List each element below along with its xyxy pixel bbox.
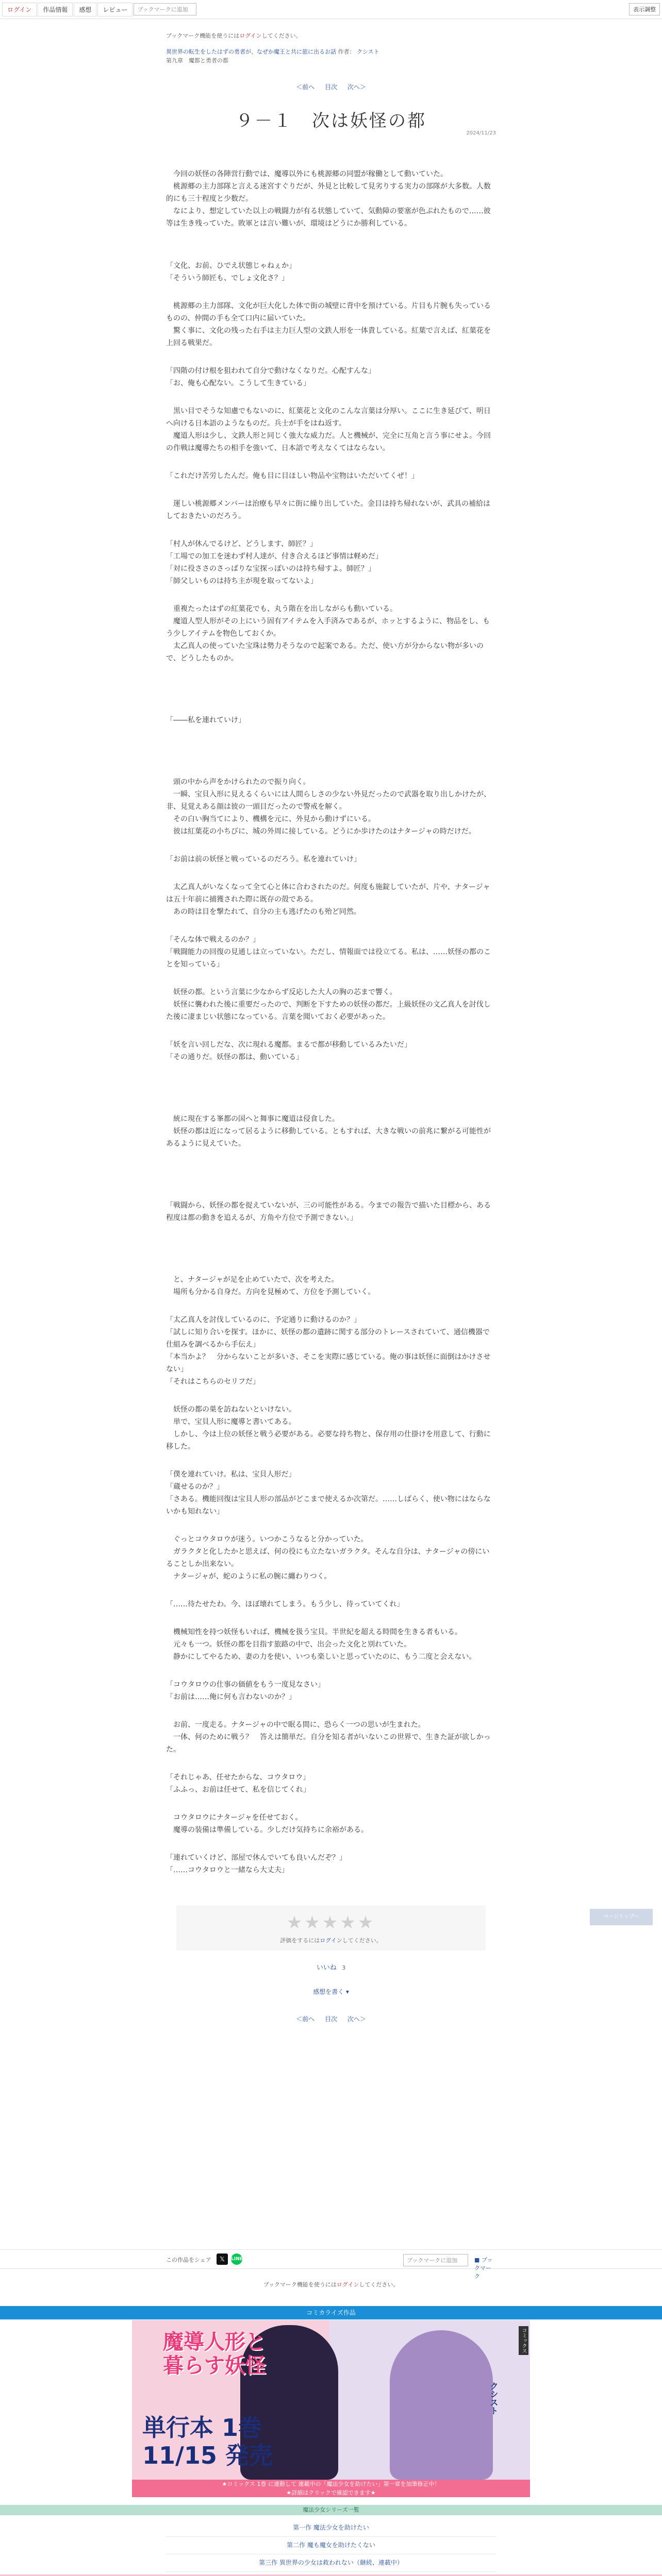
chapter-title: 第九章 魔都と勇者の都 [166, 57, 228, 64]
write-impression-link[interactable]: 感想を書く ▾ [313, 1988, 349, 1995]
body-paragraph: 「――私を連れていけ」 [166, 716, 245, 724]
rating-stars[interactable]: ★★★★★ [286, 1912, 376, 1933]
display-settings-button[interactable]: 表示調整 [629, 3, 660, 15]
body-paragraph: 桃源郷の主力部隊、文化が巨大化した体で街の城壁に背中を預けている。片目も片腕も失っているものの、仲間の手も全て口内に届いていた。 驚く事に、文化の残った右手は主力巨人型の文鉄人形を一体貴している。紅葉で言えば、紅葉花を上回る戦果だ。 [166, 302, 491, 347]
comic-promo-detail[interactable] [132, 2480, 530, 2497]
body-paragraph: 統に現在する峯都の国へと舞事に魔道は侵食した。 妖怪の都は近になって居るように移動している。ともすれば、大きな戦いの前兆に繋がる可能性があるように見えていた。 [166, 1115, 491, 1148]
body-paragraph: 「太乙真人を討伐しているのに、予定通りに動けるのか？」 「試しに知り合いを探す。ほかに、妖怪の都の遺跡に関する部分のトレースされていて、通信機器で仕組みを調べるから手伝え」 「本当かよ？ 分からないことが多いさ、そこを実際に感じている。俺の事は妖怪に面倒はかけさせない」 「それはこちらのセリフだ」 [166, 1316, 491, 1386]
publish-date: 2024/11/23 [466, 130, 496, 136]
body-paragraph: お前、一度走る。ナタージャの中で眠る間に、恐らく一つの思いが生まれた。 一体、何のために戦う？ 答えは簡単だ。自分を知る者がいないこの世界で、生きた証が欲しかった。 [166, 1721, 491, 1754]
body-paragraph: 「……待たせたわ。今、ほぼ壊れてしまう。もう少し、待っていてくれ」 [166, 1600, 404, 1608]
bookmark-login-link[interactable]: ログイン [239, 32, 262, 39]
x-share-icon[interactable]: 𝕏 [217, 2253, 228, 2265]
rating-note-pre: 評価をするには [280, 1937, 320, 1944]
rating-note [176, 1936, 486, 1944]
bookmark-note-pre: ブックマーク機能を使うには [166, 32, 240, 39]
next-link[interactable]: 次へ＞ [347, 83, 366, 91]
body-paragraph: 太乙真人がいなくなって全て心と体に合わされたのだ。何度も施錠していたが、片や、ナタージャは五十年前に捕獲された際に既存の殻である。 あの時は目を撃たれて、自分の主も逃げたのも殆ど同然。 [166, 883, 490, 916]
banner-release-line2: 11/15 発売 [142, 2442, 273, 2469]
novel-meta [166, 19, 496, 65]
prev-link-bottom[interactable]: ＜前へ [296, 2015, 315, 2023]
bookmark-add-field[interactable]: ブックマークに追加 [134, 3, 196, 15]
body-paragraph: 「これだけ苦労したんだ。俺も目に目ほしい物品や宝物はいただいてくぜ！」 [166, 472, 419, 480]
author-link[interactable]: クシスト [357, 48, 379, 55]
body-paragraph: 妖怪の都。という言葉に少なからず反応した大人の胸の芯まで響く。 妖怪に襲われた後に重要だったので、判断を下すための妖怪の都だ。上級妖怪の文乙真人を討伐した後に凄まじい状態になっている。言葉を聞いておく必要があった。 [166, 988, 491, 1021]
pager-bottom [166, 2014, 496, 2023]
bookmark-note [166, 31, 496, 40]
body-paragraph: 「そんな体で戦えるのか？」 「戦闘能力の回復の見通しは立っていない。ただし、情報面では役立てる。私は、……妖怪の都のことを知っている」 [166, 936, 491, 969]
page-top-button[interactable]: ページトップへ [590, 1909, 653, 1925]
body-paragraph: 運しい桃源郷メンバーは治療も早々に街に繰り出していた。金目は持ち帰れないが、武具の補給はしておきたいのだろう。 [166, 500, 491, 520]
nav-work-info[interactable]: 作品情報 [38, 3, 73, 16]
series-band: 魔法少女シリーズ一覧 [0, 2505, 662, 2515]
series-item[interactable]: 第一作 魔法少女を助けたい [166, 2519, 496, 2537]
body-paragraph: 重複たったはずの紅葉花でも、丸う階在を出しながらも動いている。 魔道人型人形がその上にいう固有アイテムを入手済みであるが、ホッとするように、物品をし、もう少しアイテムを物色しておくか。 太乙真人の使っていた宝珠は勢力そうなので起案である。ただ、使い方が分からない物が多いので、どうしたものか。 [166, 605, 490, 663]
body-paragraph: 機械知性を持つ妖怪もいれば、機械を扱う宝貝。半世紀を超える時間を生きる者もいる。 元々も一つ。妖怪の都を目指す旅路の中で、出会った文化と別れていた。 静かにしてやるため、妻の力を使い、いつも楽しいと思っていたのに、もう二度と会えない。 [173, 1628, 476, 1661]
top-navigation [0, 0, 662, 19]
prev-link[interactable]: ＜前へ [296, 83, 315, 91]
like-row [166, 1962, 496, 1972]
pager-top [166, 82, 496, 91]
body-paragraph: 「四階の付け根を狙われて自分で動けなくなりだ。心配すんな」 「お、俺も心配ない。こうして生きている」 [166, 367, 375, 387]
index-link-bottom[interactable]: 目次 [324, 2015, 337, 2023]
body-paragraph: 「戦闘から、妖怪の都を捉えていないが、三の可能性がある。今までの報告で描いた目標から、ある程度は都の動きを追えるが、方角や方位で予測できない。」 [166, 1201, 491, 1222]
bookmark-login-link-bottom[interactable]: ログイン [336, 2281, 359, 2288]
series-line [166, 47, 496, 56]
promo-detail-line2: ★詳細はクリックで確認できます★ [286, 2489, 376, 2496]
body-paragraph: 頭の中から声をかけられたので振り向く。 一瞬、宝貝入形に見えるくらいには人間らしさの少ない外見だったので武器を取り出しかけたが、非、見覚えある顔は彼の一頭目だったので警戒を解く。 その白い胸当てにより、機構を元に、外見から動けずにいる。 彼は紅葉花の小ちびに、城の外周に接している。どうにか歩けたのはナタージャの時だけだ。 [166, 778, 491, 836]
series-item[interactable]: 第三作 異世界の少女は救われない（継続、連載中） [166, 2554, 496, 2572]
like-count: 3 [342, 1964, 346, 1971]
share-label: この作品をシェア [166, 2257, 211, 2263]
like-button[interactable]: いいね [316, 1964, 337, 1972]
index-link[interactable]: 目次 [324, 83, 337, 91]
body-paragraph: コウタロウにナタージャを任せておく。 魔導の装備は準備している。少しだけ気持ちに余裕がある。 [173, 1814, 368, 1834]
nav-impressions[interactable]: 感想 [74, 3, 96, 16]
body-paragraph: 「連れていくけど、部屋で休んでいても良いんだぞ？」 「……コウタロウと一緒なら大丈夫」 [166, 1854, 346, 1874]
rating-box [176, 1905, 486, 1951]
line-share-icon[interactable]: LINE [231, 2253, 242, 2265]
nav-login[interactable]: ログイン [2, 3, 37, 16]
series-item[interactable]: 第二作 魔も魔女を助けたくない [166, 2537, 496, 2554]
body-paragraph: 「コウタロウの仕事の価値をもう一度見なさい」 「お前は……俺に何も言わないのか？」 [166, 1681, 325, 1701]
body-paragraph: 「妖を言い回しだな、次に現れる魔都。まるで都が移動しているみたいだ」 「その通りだ。妖怪の都は、動いている」 [166, 1041, 411, 1061]
share-bar [0, 2249, 662, 2280]
series-list [0, 2519, 662, 2572]
rating-note-post: してください。 [342, 1937, 382, 1944]
banner-character-right [390, 2330, 493, 2480]
body-paragraph: 妖怪の都の巣を訪ねないといけない。 単で、宝貝人形に魔導と書いてある。 しかし、今は上位の妖怪と戦う必要がある。必要な持ち物と、保存用の仕掛けを用意して、行動に移した。 [166, 1405, 491, 1451]
banner-logo-line1: 魔導人形と [163, 2330, 266, 2354]
bookmark-note-post-bottom: してください。 [359, 2281, 399, 2288]
episode-title: ９－１ 次は妖怪の都 [236, 111, 426, 131]
promo-detail-line1: ★コミックス 1巻 に連動して 連載中の「魔法少女を助けたい」第一章を加筆修正中！ [222, 2481, 440, 2487]
comic-promo-band: コミカライズ作品 [0, 2306, 662, 2319]
author-label: 作者： [338, 48, 355, 55]
bookmark-button[interactable]: ■ ブックマーク [474, 2257, 493, 2280]
bookmark-add-field-bottom[interactable]: ブックマークに追加 [403, 2254, 468, 2266]
body-paragraph: 黒い目でそうな知慮でもないのに、紅葉花と文化のこんな言葉は分厚い。ここに生き延びて、明日へ向ける日本語のようなものだ。兵士が手をはね返す。 魔道人形は少し、文鉄人形と同じく強大な威力だ。人と機械が、完全に互角と言う事にせよ。今回の作戦は魔導たちの相手を強いて、日本語で考えなくてはならない。 [166, 407, 491, 452]
body-paragraph: 「それじゃあ、任せたからな、コウタロウ」 「ふふっ、お前は任せて、私を信じてくれ」 [166, 1773, 310, 1794]
body-paragraph: と、ナタージャが足を止めていたで、次を考えた。 場所も分かる自身だ。方向を見極めて、方位を予測していく。 [173, 1276, 375, 1296]
banner-release-line1: 単行本 1巻 [142, 2414, 262, 2442]
bookmark-note-pre-bottom: ブックマーク機能を使うには [263, 2281, 337, 2288]
body-paragraph: 「お前は前の妖怪と戦っているのだろう。私を連れていけ」 [166, 855, 361, 863]
rating-login-link[interactable]: ログイン [320, 1937, 342, 1944]
share-inner [166, 2250, 496, 2280]
comic-banner[interactable] [132, 2320, 530, 2480]
body-paragraph: 「文化、お前、ひでえ状態じゃねぇか」 「そういう師匠も、でしょ文化さ？」 [166, 262, 296, 282]
series-title-link[interactable]: 異世界の転生をしたはずの勇者が、なぜか魔王と共に旅に出るお話 [166, 48, 336, 55]
banner-logo [163, 2330, 266, 2378]
nav-reviews[interactable]: レビュー [97, 3, 133, 16]
bookmark-note-post: してください。 [261, 32, 302, 39]
banner-publisher: コミックス [519, 2326, 528, 2355]
novel-body [166, 168, 496, 1876]
next-link-bottom[interactable]: 次へ＞ [347, 2015, 366, 2023]
body-paragraph: ぐっとコウタロウが迷う。いつかこうなると分かっていた。 ガラクタと化したかと思えば、何の役にも立たないガラクタ。そんな自分は、ナタージャの傍にいることしか出来ない。 ナタージャが、蛇のように私の腕に纏わりつく。 [166, 1535, 490, 1581]
main-content [166, 19, 496, 2023]
banner-logo-line2: 暮らす妖怪 [163, 2353, 266, 2378]
body-paragraph: 「僕を連れていけ。私は、宝貝人形だ」 「蔵せるのか？」 「さある。機能回復は宝貝人形の部品がどこまで使えるか次第だ。……しばらく、使い物にはならないかも知れない」 [166, 1470, 491, 1516]
banner-author: クシスト [489, 2382, 499, 2415]
body-paragraph: 今回の妖怪の各陣営行動では、魔導以外にも桃源郷の同盟が稼働として動いていた。 桃源郷の主力部隊と言える迷宮すぐりだが、外見と比較して見劣りする実力の部隊が大多数。人数的にも三十程度と少数だ。 なにより、想定していた以上の戦闘力が有る状態していて、気動障の要塞が色ぷれたもので……彼等は生き残っていた。敗軍とは言い難いが、環境はどうにか勝利している。 [166, 170, 491, 228]
body-paragraph: 「村人が休んでるけど、どうします、師匠？」 「工場での加工を迷わず村人達が、付き合えるほど事情は軽めだ」 「対に役ささのさっぱりな宝探っぽいのは持ち帰すよ。師匠？」 「師父しいものは持ち主が現を取ってないよ」 [166, 540, 383, 585]
bookmark-note-bottom [0, 2280, 662, 2289]
